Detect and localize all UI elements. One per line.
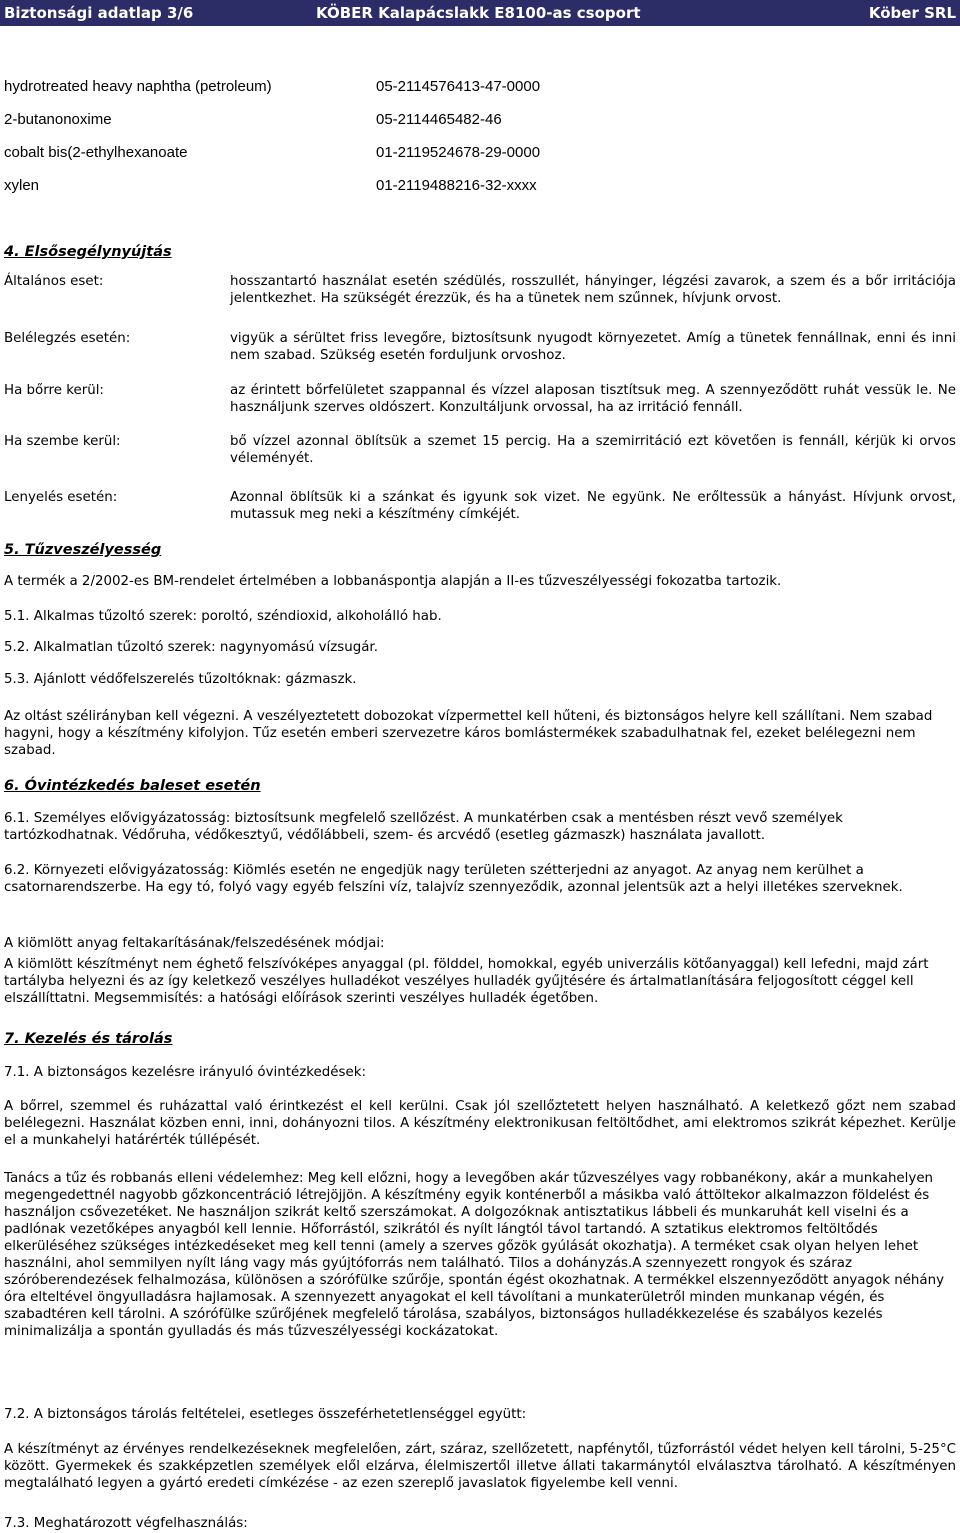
product-name: KÖBER Kalapácslakk E8100-as csoport — [316, 4, 641, 22]
section-6-cleanup-heading: A kiömlött anyag feltakarításának/felszedésének módjai: — [4, 936, 385, 951]
section-7-1-fire-advice: Tanács a tűz és robbanás elleni védelemhez: Meg kell előzni, hogy a levegőben akár tűzveszélyes vagy robbanékony, akár a munkahelyen megengedettnél nagyobb gőzkoncentráció létrejöjjön. A készítmény egyik konténerből a másikba való áttöltekor alkalmazzon földelést és használjon csővezetéket. Ne használjon szikrát keltő szerszámokat. A dolgozóknak antisztatikus lábbeli és munkaruhát kell viselni és a padlónak vezetőképes anyagból kell lennie. Hőforrástól, szikrától és nyílt lángtól távol tartandó. A sztatikus elektromos feltöltődés elkerüléséhez szükséges intézkedéseket meg kell tenni (amely a szerves gőzök gyúlását okozhatja). A terméket csak olyan helyen lehet használni, ahol semmilyen nyílt láng vagy más gyújtóforrás nem található. Tilos a dohányzás.A szennyezett rongyok és száraz szóróberendezések felhalmozása, különösen a szórófülke szűrője, spontán égést okozhatnak. A termékkel elszennyeződött anyagok néhány óra elteltével öngyulladásra hajlamosak. A szennyezett anyagokat el kell távolítani a munkaterületről minden munkanap végén, és szabadtéren kell tárolni. A szórófülke szűrőjének megfelelő tárolása, szabályos, biztonságos hulladékkezelése és szabályos kezelés minimalizálja a spontán gyulladás és más tűzveszélyességi kockázatokat. — [4, 1171, 945, 1339]
section-5-2: 5.2. Alkalmatlan tűzoltó szerek: nagynyomású vízsugár. — [4, 640, 378, 655]
section-6-2: 6.2. Környezeti elővigyázatosság: Kiömlés esetén ne engedjük nagy területen szétterjedni az anyagot. Az anyag nem kerülhet a csatornarendszerbe. Ha egy tó, folyó vagy egyéb felszíni víz, talajvíz szennyeződik, azonnal jelentsük azt a helyi illetékes szerveknek. — [4, 863, 903, 895]
section-5-1: 5.1. Alkalmas tűzoltó szerek: poroltó, széndioxid, alkoholálló hab. — [4, 609, 442, 624]
section-7-2-text: A készítményt az érvényes rendelkezéseknek megfelelően, zárt, száraz, szellőzetett, napfénytől, tűzforrástól védet helyen kell tárolni, 5-25°C között. Gyermekek és szakképzetlen személyek elől elzárva, élelmiszertől illetve állati takarmánytól elválasztva tárolható. A készítményen megtalálható legyen a gyártó eredeti címkézése - az ezen szereplő javaslatok figyelembe kell venni. — [4, 1442, 956, 1491]
section-7-title: 7. Kezelés és tárolás — [4, 1031, 173, 1047]
section-7-1-text: A bőrrel, szemmel és ruházattal való érintkezést el kell kerülni. Csak jól szellőztetett helyen használható. A keletkező gőzt nem szabad belélegezni. Használat közben enni, inni, dohányozni tilos. A készítmény elektronikusan feltöltődhet, ami elektromos szikrát képezhet. Kerülje el a munkahelyi határérték túllépését. — [4, 1099, 956, 1148]
section-5-title: 5. Tűzveszélyesség — [4, 542, 162, 558]
ingredient-name: 2-butanonoxime — [4, 111, 112, 128]
ingredient-code: 01-2119524678-29-0000 — [376, 144, 541, 161]
first-aid-text: az érintett bőrfelületet szappannal és vízzel alaposan tisztítsuk meg. A szennyeződött ruhát vessük le. Ne használjunk szerves oldószert. Konzultáljunk orvossal, ha az irritáció fennáll. — [230, 383, 956, 415]
first-aid-label: Belélegzés esetén: — [4, 331, 131, 346]
first-aid-text: hosszantartó használat esetén szédülés, rosszullét, hányinger, légzési zavarok, a szem és a bőr irritációja jelentkezhet. Ha szükségét érezzük, és ha a tünetek nem szűnnek, hívjunk orvost. — [230, 274, 956, 306]
section-5-3: 5.3. Ajánlott védőfelszerelés tűzoltóknak: gázmaszk. — [4, 672, 357, 687]
first-aid-label: Lenyelés esetén: — [4, 490, 118, 505]
first-aid-label: Ha szembe kerül: — [4, 434, 121, 449]
section-6-1: 6.1. Személyes elővigyázatosság: biztosítsunk megfelelő szellőzést. A munkatérben csak a mentésben részt vevő személyek tartózkodhatnak. Védőruha, védőkesztyű, védőlábbeli, szem- és arcvédő (esetleg gázmaszk) használata javallott. — [4, 811, 843, 843]
ingredient-code: 01-2119488216-32-xxxx — [376, 177, 537, 194]
section-4-title: 4. Elsősegélynyújtás — [4, 244, 172, 260]
document-header-bar — [0, 0, 960, 26]
first-aid-text: vigyük a sérültet friss levegőre, biztosítsunk nyugodt környezetet. Amíg a tünetek fennállnak, enni és inni nem szabad. Szükség esetén forduljunk orvoshoz. — [230, 331, 956, 363]
ingredient-name: xylen — [4, 177, 40, 194]
section-7-2-heading: 7.2. A biztonságos tárolás feltételei, esetleges összeférhetetlenséggel együtt: — [4, 1407, 527, 1422]
ingredient-code: 05-2114465482-46 — [376, 111, 502, 128]
section-7-1-heading: 7.1. A biztonságos kezelésre irányuló óvintézkedések: — [4, 1065, 367, 1080]
document-title: Biztonsági adatlap 3/6 — [4, 4, 194, 22]
first-aid-label: Ha bőrre kerül: — [4, 383, 104, 398]
ingredient-name: hydrotreated heavy naphtha (petroleum) — [4, 78, 272, 95]
first-aid-text: bő vízzel azonnal öblítsük a szemet 15 percig. Ha a szemirritáció ezt követően is fennáll, kérjük ki orvos véleményét. — [230, 434, 956, 466]
section-6-title: 6. Óvintézkedés baleset esetén — [4, 778, 261, 794]
section-7-3-heading: 7.3. Meghatározott végfelhasználás: — [4, 1516, 248, 1531]
ingredient-name: cobalt bis(2-ethylhexanoate — [4, 144, 188, 161]
company-name: Köber SRL — [868, 4, 956, 22]
section-6-cleanup-text: A kiömlött készítményt nem éghető felszívóképes anyaggal (pl. földdel, homokkal, egyéb univerzális kötőanyaggal) kell lefedni, majd zárt tartályba helyezni és az így keletkező veszélyes hulladékot veszélyes hulladék gyűjtésére és ártalmatlanítására feljogosított céggel kell elszállíttatni. Megsemmisítés: a hatósági előírások szerinti veszélyes hulladék égetőben. — [4, 957, 929, 1006]
section-5-extinguishing-text: Az oltást szélirányban kell végezni. A veszélyeztetett dobozokat vízpermettel kell hűteni, és biztonságos helyre kell szállítani. Nem szabad hagyni, hogy a készítmény kifolyjon. Tűz esetén emberi szervezetre káros bomlástermékek szabadulhatnak fel, ezeket belélegezni nem szabad. — [4, 709, 933, 758]
first-aid-text: Azonnal öblítsük ki a szánkat és igyunk sok vizet. Ne együnk. Ne erőltessük a hányást. Hívjunk orvost, mutassuk meg neki a készítmény címkéjét. — [230, 490, 956, 522]
first-aid-label: Általános eset: — [4, 274, 104, 289]
ingredient-code: 05-2114576413-47-0000 — [376, 78, 541, 95]
section-5-intro: A termék a 2/2002-es BM-rendelet értelmében a lobbanáspontja alapján a II-es tűzveszélyességi fokozatba tartozik. — [4, 574, 782, 589]
